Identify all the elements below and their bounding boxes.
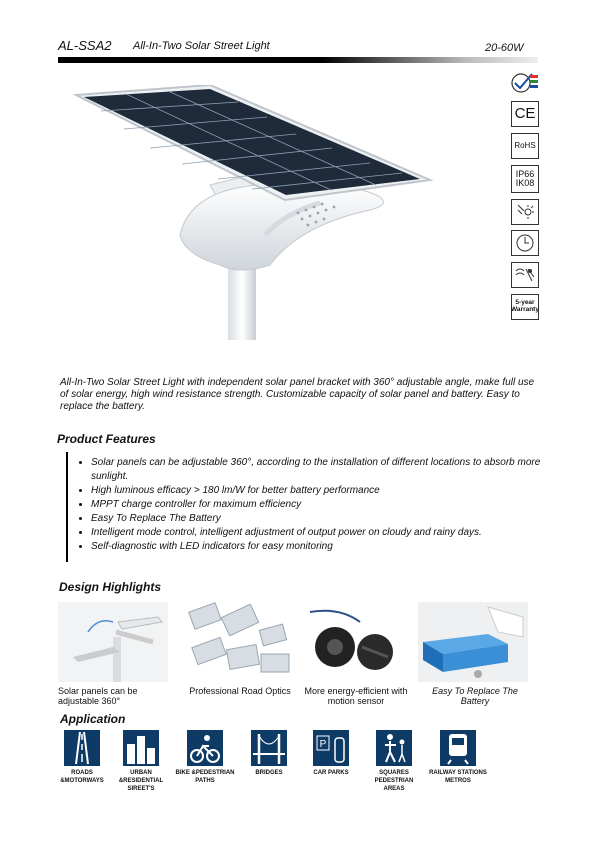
model-number: AL-SSA2 <box>58 38 112 53</box>
battery-replace-image <box>418 602 528 682</box>
feature-item: • Intelligent mode control, intelligent adjustment of output power on cloudy and rainy days. <box>91 526 561 540</box>
ce-mark-icon: CE <box>511 101 539 127</box>
feature-item: • MPPT charge controller for maximum efficiency <box>91 498 561 512</box>
buildings-icon <box>123 730 159 766</box>
header-rule <box>58 57 538 63</box>
application-label: ROADS &MOTORWAYS <box>60 770 104 784</box>
features-heading: Product Features <box>57 432 156 446</box>
highlight-caption: More energy-efficient with motion sensor <box>304 686 408 706</box>
feature-item: • Solar panels can be adjustable 360°, according to the installation of different locations to absorb more sunlight. <box>91 456 561 484</box>
feature-item: • Easy To Replace The Battery <box>91 512 561 526</box>
clock-timer-icon <box>511 230 539 256</box>
svg-text:P: P <box>319 739 327 750</box>
parking-icon <box>313 730 349 766</box>
product-title: All-In-Two Solar Street Light <box>133 40 270 52</box>
features-list <box>75 456 561 554</box>
quality-check-icon <box>511 70 539 96</box>
feature-item: • Self-diagnostic with LED indicators for easy monitoring <box>91 540 561 554</box>
application-label: BIKE &PEDESTRIAN PATHS <box>175 770 235 784</box>
design-heading: Design Highlights <box>59 580 161 594</box>
ip-rating-icon: IP66 IK08 <box>511 165 539 193</box>
feature-item: • High luminous efficacy > 180 lm/W for better battery performance <box>91 484 561 498</box>
application-label: BRIDGES <box>255 770 283 776</box>
intro-paragraph: All-In-Two Solar Street Light with independent solar panel bracket with 360° adjustable angle, make full use of solar energy, high wind resistance strength. Customizable capacity of solar panel and battery. Easy to replace the battery. <box>60 377 535 412</box>
bicycle-icon <box>187 730 223 766</box>
road-optics-image <box>186 602 296 682</box>
application-label: CAR PARKS <box>313 770 349 776</box>
features-side-bar <box>66 452 68 562</box>
highlight-caption: Professional Road Optics <box>189 686 291 696</box>
solar-street-light-image <box>70 85 440 340</box>
rohs-icon: RoHS <box>511 133 539 159</box>
application-label: RAILWAY STATIONS METROS <box>429 770 487 784</box>
motion-sensor-image <box>300 602 410 682</box>
application-label: URBAN &RESIDENTIAL SIREET'S <box>118 770 164 792</box>
application-heading: Application <box>60 712 126 726</box>
highlight-caption: Solar panels can be adjustable 360° <box>58 686 138 706</box>
road-icon <box>64 730 100 766</box>
adjustable-panel-image <box>58 602 168 682</box>
power-range: 20-60W <box>485 42 524 54</box>
bridge-icon <box>251 730 287 766</box>
highlight-caption: Easy To Replace The Battery <box>432 686 518 706</box>
sun-sensor-icon <box>511 199 539 225</box>
train-icon <box>440 730 476 766</box>
motion-sensor-icon <box>511 262 539 288</box>
warranty-icon: 5-year Warranty <box>511 294 539 320</box>
application-label: SQUARES PEDESTRIAN AREAS <box>374 770 414 792</box>
pedestrian-icon <box>376 730 412 766</box>
